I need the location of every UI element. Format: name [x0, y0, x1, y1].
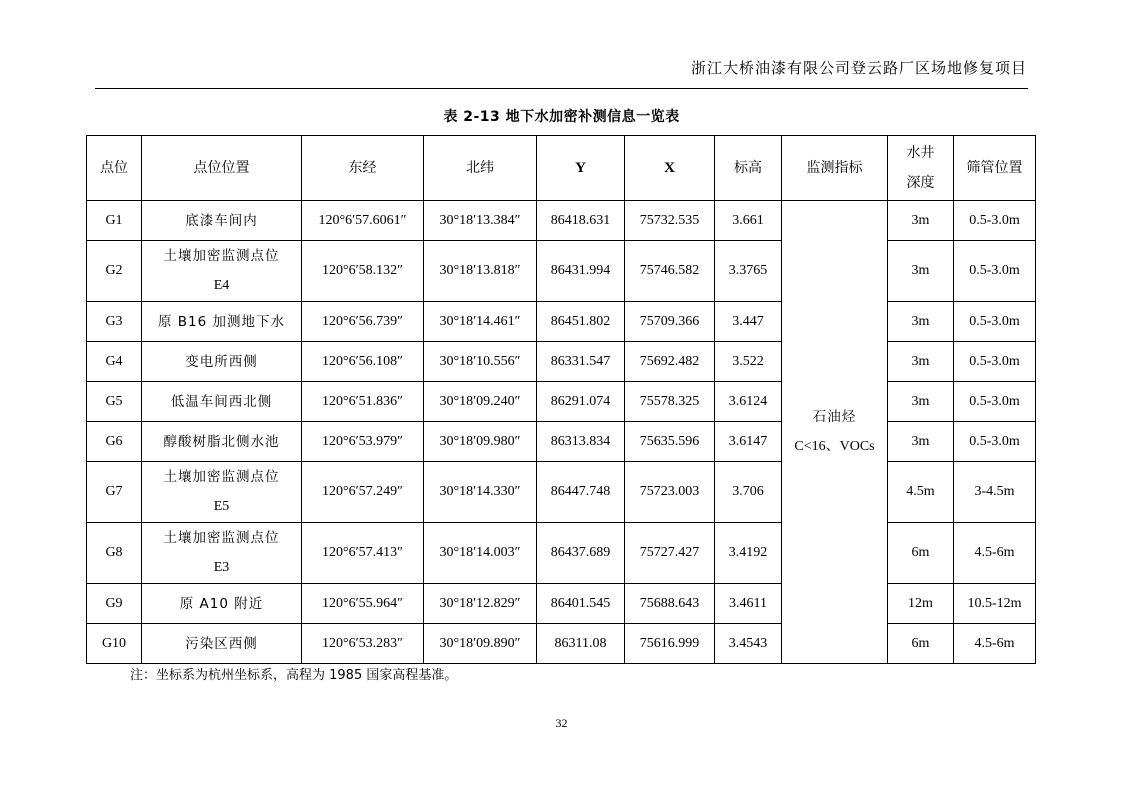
- cell-north: 30°18′14.003″: [424, 523, 537, 584]
- cell-location: 污染区西侧: [142, 624, 302, 664]
- cell-x: 75635.596: [625, 422, 715, 462]
- cell-point: G7: [87, 462, 142, 523]
- cell-point: G5: [87, 382, 142, 422]
- cell-location-line2: E3: [213, 560, 230, 575]
- cell-location: 醇酸树脂北侧水池: [142, 422, 302, 462]
- cell-y: 86418.631: [537, 201, 625, 241]
- cell-north: 30°18′12.829″: [424, 584, 537, 624]
- cell-east: 120°6′55.964″: [302, 584, 424, 624]
- table-row: [87, 584, 1036, 624]
- cell-elevation: 3.6124: [715, 382, 782, 422]
- cell-point: G10: [87, 624, 142, 664]
- cell-screen: 3-4.5m: [954, 462, 1036, 523]
- cell-depth: 3m: [888, 422, 954, 462]
- cell-depth: 6m: [888, 624, 954, 664]
- cell-point: G4: [87, 342, 142, 382]
- table-row: [87, 342, 1036, 382]
- cell-location: [142, 241, 302, 302]
- table-row: [87, 241, 1036, 302]
- table-row: [87, 523, 1036, 584]
- cell-north: 30°18′09.890″: [424, 624, 537, 664]
- cell-east: 120°6′53.979″: [302, 422, 424, 462]
- cell-y: 86313.834: [537, 422, 625, 462]
- cell-east: 120°6′57.6061″: [302, 201, 424, 241]
- cell-north: 30°18′13.818″: [424, 241, 537, 302]
- cell-elevation: 3.3765: [715, 241, 782, 302]
- header-depth-line2: 深度: [906, 175, 935, 191]
- document-header-title: 浙江大桥油漆有限公司登云路厂区场地修复项目: [690, 59, 1027, 77]
- cell-north: 30°18′13.384″: [424, 201, 537, 241]
- cell-location-line2: E4: [213, 278, 230, 293]
- cell-depth: 3m: [888, 241, 954, 302]
- cell-location: 变电所西侧: [142, 342, 302, 382]
- cell-east: 120°6′56.108″: [302, 342, 424, 382]
- cell-screen: 0.5-3.0m: [954, 302, 1036, 342]
- cell-y: 86431.994: [537, 241, 625, 302]
- cell-depth: 3m: [888, 302, 954, 342]
- cell-location: [142, 523, 302, 584]
- cell-point: G1: [87, 201, 142, 241]
- cell-depth: 4.5m: [888, 462, 954, 523]
- header-north: 北纬: [424, 136, 537, 201]
- cell-east: 120°6′51.836″: [302, 382, 424, 422]
- cell-north: 30°18′14.461″: [424, 302, 537, 342]
- cell-y: 86331.547: [537, 342, 625, 382]
- cell-y: 86401.545: [537, 584, 625, 624]
- cell-north: 30°18′14.330″: [424, 462, 537, 523]
- cell-screen: 4.5-6m: [954, 624, 1036, 664]
- cell-east: 120°6′57.413″: [302, 523, 424, 584]
- cell-y: 86311.08: [537, 624, 625, 664]
- cell-north: 30°18′09.240″: [424, 382, 537, 422]
- cell-location: [142, 462, 302, 523]
- cell-east: 120°6′58.132″: [302, 241, 424, 302]
- cell-screen: 0.5-3.0m: [954, 342, 1036, 382]
- cell-location-line2: E5: [213, 499, 230, 514]
- cell-x: 75578.325: [625, 382, 715, 422]
- cell-x: 75616.999: [625, 624, 715, 664]
- header-east: 东经: [302, 136, 424, 201]
- cell-elevation: 3.706: [715, 462, 782, 523]
- cell-east: 120°6′57.249″: [302, 462, 424, 523]
- cell-point: G8: [87, 523, 142, 584]
- table-row: [87, 422, 1036, 462]
- table-footnote: 注：坐标系为杭州坐标系，高程为 1985 国家高程基准。: [130, 668, 458, 683]
- cell-point: G3: [87, 302, 142, 342]
- cell-y: 86451.802: [537, 302, 625, 342]
- header-x: X: [625, 136, 715, 201]
- cell-x: 75746.582: [625, 241, 715, 302]
- cell-east: 120°6′56.739″: [302, 302, 424, 342]
- cell-elevation: 3.4192: [715, 523, 782, 584]
- table-header-row: [87, 136, 1036, 201]
- cell-x: 75692.482: [625, 342, 715, 382]
- cell-screen: 0.5-3.0m: [954, 422, 1036, 462]
- cell-y: 86291.074: [537, 382, 625, 422]
- cell-y: 86447.748: [537, 462, 625, 523]
- page-number: 32: [555, 716, 568, 730]
- cell-x: 75727.427: [625, 523, 715, 584]
- cell-point: G2: [87, 241, 142, 302]
- cell-elevation: 3.4611: [715, 584, 782, 624]
- cell-screen: 10.5-12m: [954, 584, 1036, 624]
- groundwater-monitoring-table: [86, 135, 1036, 664]
- cell-x: 75723.003: [625, 462, 715, 523]
- table-row: [87, 462, 1036, 523]
- header-indicator: 监测指标: [782, 136, 888, 201]
- cell-location-line1: 土壤加密监测点位: [163, 530, 280, 546]
- cell-x: 75688.643: [625, 584, 715, 624]
- cell-indicator: [782, 201, 888, 664]
- cell-point: G9: [87, 584, 142, 624]
- cell-depth: 3m: [888, 201, 954, 241]
- cell-screen: 0.5-3.0m: [954, 241, 1036, 302]
- cell-north: 30°18′09.980″: [424, 422, 537, 462]
- table-row: [87, 624, 1036, 664]
- cell-location: 底漆车间内: [142, 201, 302, 241]
- cell-x: 75732.535: [625, 201, 715, 241]
- cell-depth: 12m: [888, 584, 954, 624]
- indicator-line1: 石油烃: [812, 409, 857, 425]
- cell-screen: 0.5-3.0m: [954, 201, 1036, 241]
- cell-point: G6: [87, 422, 142, 462]
- cell-y: 86437.689: [537, 523, 625, 584]
- cell-north: 30°18′10.556″: [424, 342, 537, 382]
- table-row: [87, 201, 1036, 241]
- header-location: 点位位置: [142, 136, 302, 201]
- cell-elevation: 3.6147: [715, 422, 782, 462]
- cell-elevation: 3.661: [715, 201, 782, 241]
- cell-elevation: 3.522: [715, 342, 782, 382]
- cell-location: 原 B16 加测地下水: [142, 302, 302, 342]
- cell-location: 低温车间西北侧: [142, 382, 302, 422]
- cell-depth: 3m: [888, 342, 954, 382]
- cell-east: 120°6′53.283″: [302, 624, 424, 664]
- cell-screen: 4.5-6m: [954, 523, 1036, 584]
- header-point: 点位: [87, 136, 142, 201]
- header-elevation: 标高: [715, 136, 782, 201]
- cell-elevation: 3.4543: [715, 624, 782, 664]
- cell-screen: 0.5-3.0m: [954, 382, 1036, 422]
- header-divider: [95, 88, 1028, 89]
- cell-x: 75709.366: [625, 302, 715, 342]
- table-caption: 表 2-13 地下水加密补测信息一览表: [443, 109, 680, 125]
- header-depth: [888, 136, 954, 201]
- cell-location-line1: 土壤加密监测点位: [163, 248, 280, 264]
- header-screen: 筛管位置: [954, 136, 1036, 201]
- table-row: [87, 382, 1036, 422]
- cell-elevation: 3.447: [715, 302, 782, 342]
- header-y: Y: [537, 136, 625, 201]
- cell-depth: 6m: [888, 523, 954, 584]
- cell-location-line1: 土壤加密监测点位: [163, 469, 280, 485]
- cell-depth: 3m: [888, 382, 954, 422]
- cell-location: 原 A10 附近: [142, 584, 302, 624]
- indicator-line2: C<16、VOCs: [794, 439, 875, 454]
- table-row: [87, 302, 1036, 342]
- header-depth-line1: 水井: [906, 145, 935, 161]
